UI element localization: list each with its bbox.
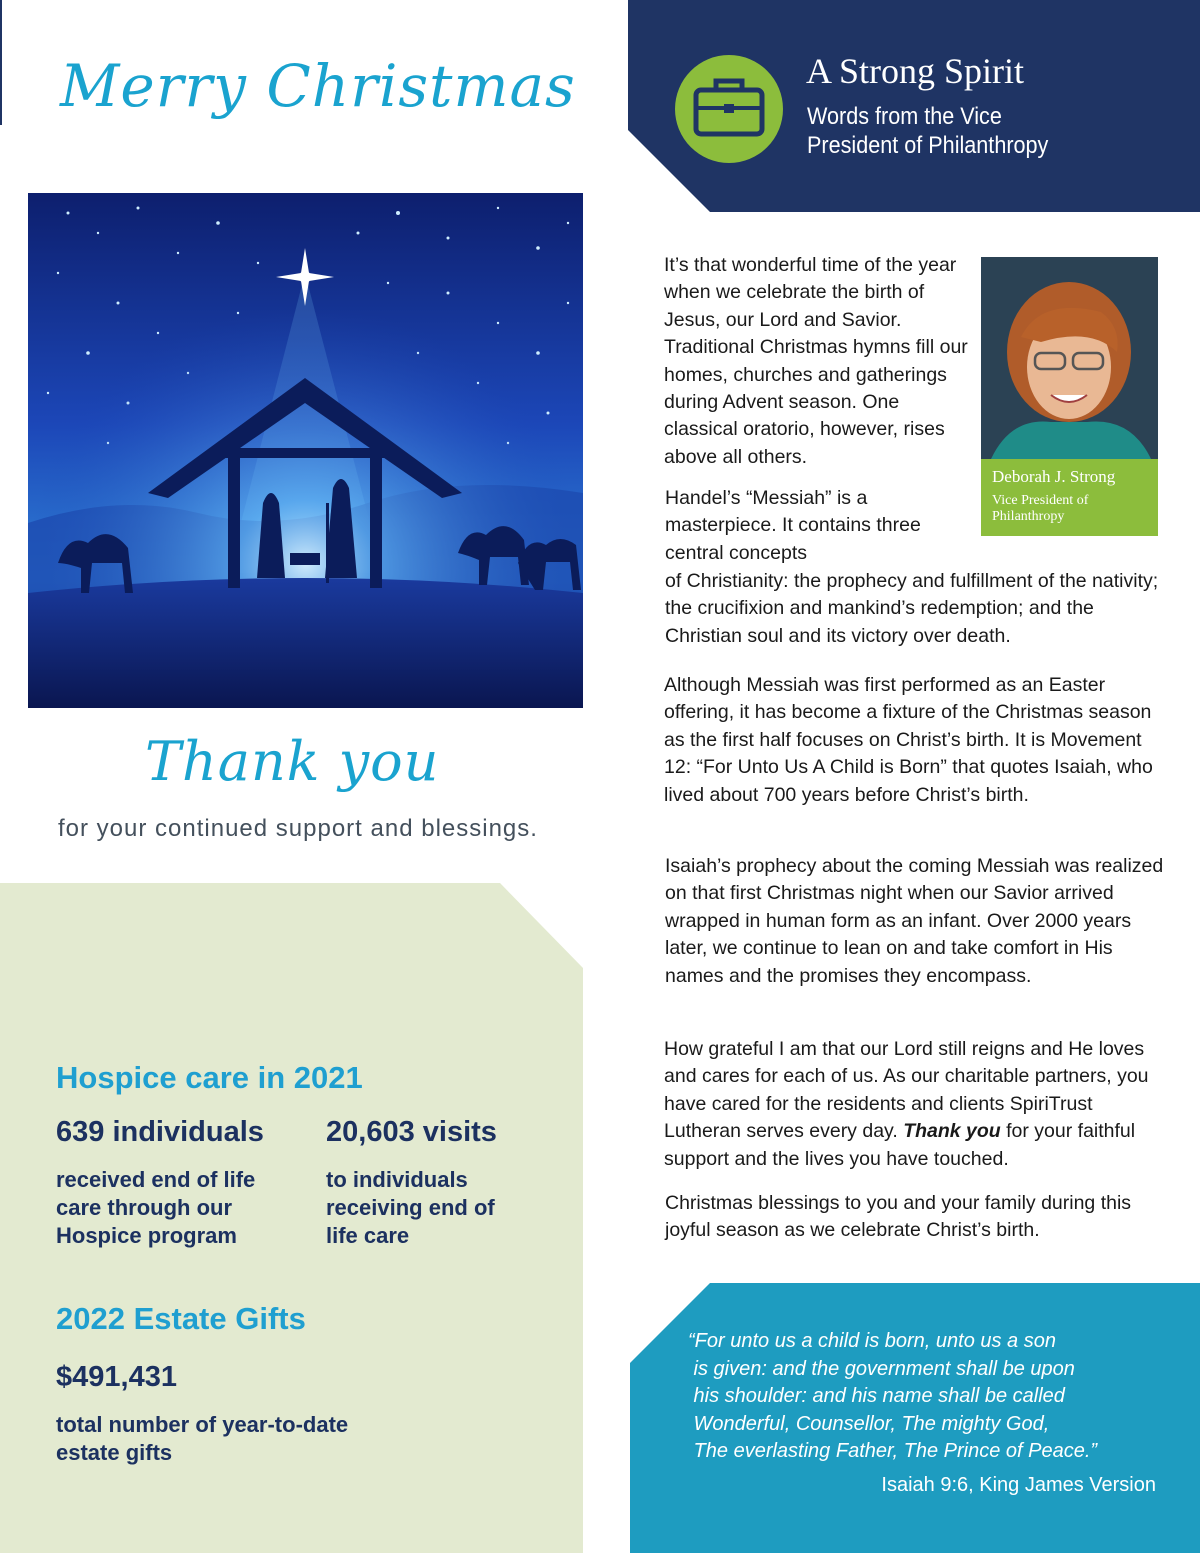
thank-you-heading: Thank you [145, 730, 440, 793]
scripture-quote [688, 1328, 1158, 1466]
banner-title: A Strong Spirit [806, 51, 1025, 91]
quote-line: is given: and the government shall be upon [688, 1357, 1075, 1380]
quote-line: Wonderful, Counsellor, The mighty God, [688, 1412, 1050, 1435]
visits-stat: 20,603 visits [326, 1116, 497, 1148]
estate-gifts-heading: 2022 Estate Gifts [56, 1301, 306, 1336]
author-photo [981, 257, 1158, 459]
thank-you-emphasis: Thank you [903, 1120, 1001, 1143]
edge-rule [0, 0, 2, 125]
article-paragraph-5 [664, 1036, 1164, 1173]
merry-christmas-heading: Merry Christmas [60, 52, 576, 120]
paragraph-5-text-a: How grateful I am that our Lord still reigns and He loves and cares for each of us. As our charitable partners, you have cared for the residents and clients SpiriTrust Lutheran serves every day. [664, 1038, 1149, 1143]
briefcase-icon [674, 54, 784, 164]
article-paragraph-2: Handel’s “Messiah” is a masterpiece. It contains three central concepts [665, 487, 921, 564]
paragraph-5-text-b: for your faithful support and the lives you have touched. [664, 1120, 1136, 1170]
scripture-reference: Isaiah 9:6, King James Version [881, 1474, 1156, 1496]
article-paragraph-1: It’s that wonderful time of the year when we celebrate the birth of Jesus, our Lord and Savior. Traditional Christmas hymns fill our homes, churches and gatherings during Advent season. One classical oratorio, however, rises above all others. [664, 254, 968, 468]
estate-gifts-stat: $491,431 [56, 1361, 177, 1393]
estate-gifts-description: total number of year-to-date estate gifts [56, 1412, 349, 1465]
hospice-heading: Hospice care in 2021 [56, 1060, 363, 1095]
banner-subtitle: Words from the Vice President of Philanthropy [807, 103, 1049, 159]
nativity-illustration [28, 193, 583, 708]
quote-line: his shoulder: and his name shall be called [688, 1385, 1065, 1407]
individuals-description: received end of life care through our Hospice program [56, 1167, 256, 1248]
author-name: Deborah J. Strong [992, 467, 1116, 486]
article-paragraph-2-continued: of Christianity: the prophecy and fulfillment of the nativity; the crucifixion and mankind’s redemption; and the Christian soul and its victory over death. [665, 570, 1159, 647]
thank-you-subtitle: for your continued support and blessings. [58, 815, 538, 842]
author-title: Vice President of Philanthropy [992, 493, 1089, 524]
visits-description: to individuals receiving end of life care [326, 1167, 495, 1248]
quote-line: “For unto us a child is born, unto us a son [688, 1330, 1056, 1352]
article-paragraph-6: Christmas blessings to you and your family during this joyful season as we celebrate Christ’s birth. [665, 1192, 1132, 1242]
quote-line: The everlasting Father, The Prince of Peace.” [688, 1440, 1098, 1462]
individuals-stat: 639 individuals [56, 1116, 264, 1148]
article-paragraph-3: Although Messiah was first performed as an Easter offering, it has become a fixture of the Christmas season as the first half focuses on Christ’s birth. It is Movement 12: “For Unto Us A Child is Born” that quotes Isaiah, who lived about 700 years before Christ’s birth. [664, 674, 1153, 806]
article-paragraph-4: Isaiah’s prophecy about the coming Messiah was realized on that first Christmas night when our Savior arrived wrapped in human form as an infant. Over 2000 years later, we continue to lean on and take comfort in His names and the promises they encompass. [665, 855, 1164, 987]
